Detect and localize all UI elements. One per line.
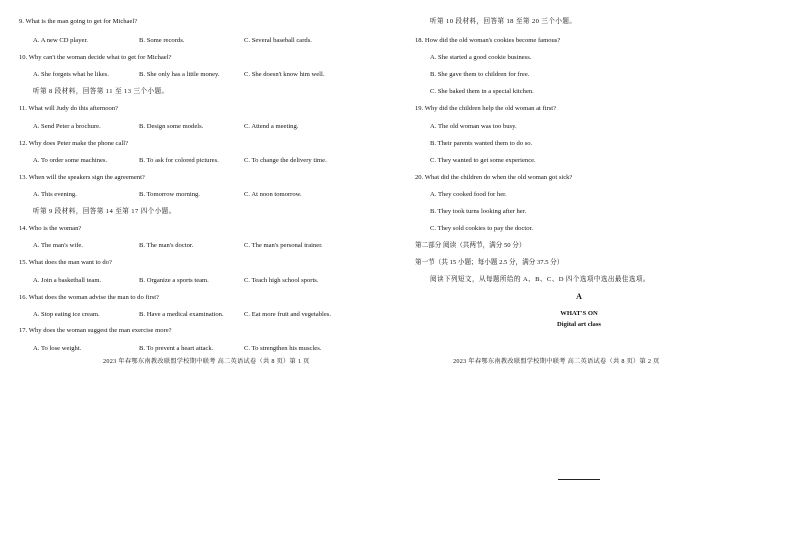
q10-option-b: B. She only has a little money. (139, 71, 220, 78)
q20-option-a: A. They cooked food for her. (430, 191, 507, 198)
q12-option-b: B. To ask for colored pictures. (139, 157, 219, 164)
q10-option-c: C. She doesn't know him well. (244, 71, 325, 78)
q15-option-c: C. Teach high school sports. (244, 277, 319, 284)
q11-option-b: B. Design some models. (139, 123, 204, 130)
q20-option-b: B. They took turns looking after her. (430, 208, 527, 215)
section-heading-section1: 第一节（共 15 小题；每小题 2.5 分，满分 37.5 分） (415, 259, 564, 266)
question-18: 18. How did the old woman's cookies become famous? (415, 37, 561, 44)
question-19: 19. Why did the children help the old woman at first? (415, 105, 557, 112)
q11-option-a: A. Send Peter a brochure. (33, 123, 101, 130)
question-15: 15. What does the man want to do? (19, 259, 112, 266)
q13-option-c: C. At noon tomorrow. (244, 191, 302, 198)
question-17: 17. Why does the woman suggest the man exercise more? (19, 327, 172, 334)
q14-option-c: C. The man's personal trainer. (244, 242, 323, 249)
question-12: 12. Why does Peter make the phone call? (19, 140, 129, 147)
question-10: 10. Why can't the woman decide what to get for Michael? (19, 54, 172, 61)
listening-note-8: 听第 8 段材料，回答第 11 至 13 三个小题。 (33, 88, 169, 95)
q14-option-a: A. The man's wife. (33, 242, 83, 249)
listening-note-10: 听第 10 段材料，回答第 18 至第 20 三个小题。 (430, 18, 577, 25)
question-11: 11. What will Judy do this afternoon? (19, 105, 119, 112)
passage-subtitle: Digital art class (557, 321, 601, 328)
q13-option-a: A. This evening. (33, 191, 77, 198)
q12-option-c: C. To change the delivery time. (244, 157, 327, 164)
q20-option-c: C. They sold cookies to pay the doctor. (430, 225, 533, 232)
question-9: 9. What is the man going to get for Michael? (19, 18, 138, 25)
q16-option-c: C. Eat more fruit and vegetables. (244, 311, 331, 318)
question-16: 16. What does the woman advise the man to do first? (19, 294, 159, 301)
page-right (397, 0, 794, 550)
q15-option-b: B. Organize a sports team. (139, 277, 209, 284)
passage-title: WHAT'S ON (560, 310, 598, 317)
question-20: 20. What did the children do when the old woman got sick? (415, 174, 573, 181)
q18-option-b: B. She gave them to children for free. (430, 71, 530, 78)
section-heading-part2: 第二部分 阅读（共两节，满分 50 分） (415, 242, 526, 249)
q19-option-b: B. Their parents wanted them to do so. (430, 140, 533, 147)
q18-option-a: A. She started a good cookie business. (430, 54, 532, 61)
listening-note-9: 听第 9 段材料，回答第 14 至第 17 四个小题。 (33, 208, 176, 215)
q16-option-a: A. Stop eating ice cream. (33, 311, 100, 318)
q17-option-c: C. To strengthen his muscles. (244, 345, 322, 352)
q14-option-b: B. The man's doctor. (139, 242, 194, 249)
q13-option-b: B. Tomorrow morning. (139, 191, 200, 198)
q12-option-a: A. To order some machines. (33, 157, 108, 164)
reading-instruction: 阅读下列短文，从每题所给的 A、B、C、D 四个选项中选出最佳选项。 (430, 276, 650, 283)
q9-option-a: A. A new CD player. (33, 37, 88, 44)
q9-option-b: B. Some records. (139, 37, 185, 44)
q17-option-b: B. To prevent a heart attack. (139, 345, 214, 352)
blank-line-divider (558, 479, 600, 480)
q19-option-a: A. The old woman was too busy. (430, 123, 517, 130)
q15-option-a: A. Join a basketball team. (33, 277, 102, 284)
q17-option-a: A. To lose weight. (33, 345, 82, 352)
passage-letter: A (576, 292, 582, 301)
q9-option-c: C. Several baseball cards. (244, 37, 312, 44)
q18-option-c: C. She baked them in a special kitchen. (430, 88, 534, 95)
question-13: 13. When will the speakers sign the agreement? (19, 174, 145, 181)
page-footer-right: 2023 年春鄂东南教改联盟学校期中联考 高二英语试卷（共 8 页）第 2 页 (453, 358, 660, 365)
q16-option-b: B. Have a medical examination. (139, 311, 224, 318)
q11-option-c: C. Attend a meeting. (244, 123, 299, 130)
question-14: 14. Who is the woman? (19, 225, 82, 232)
q10-option-a: A. She forgets what he likes. (33, 71, 109, 78)
page-footer-left: 2023 年春鄂东南教改联盟学校期中联考 高二英语试卷（共 8 页）第 1 页 (103, 358, 310, 365)
q19-option-c: C. They wanted to get some experience. (430, 157, 536, 164)
